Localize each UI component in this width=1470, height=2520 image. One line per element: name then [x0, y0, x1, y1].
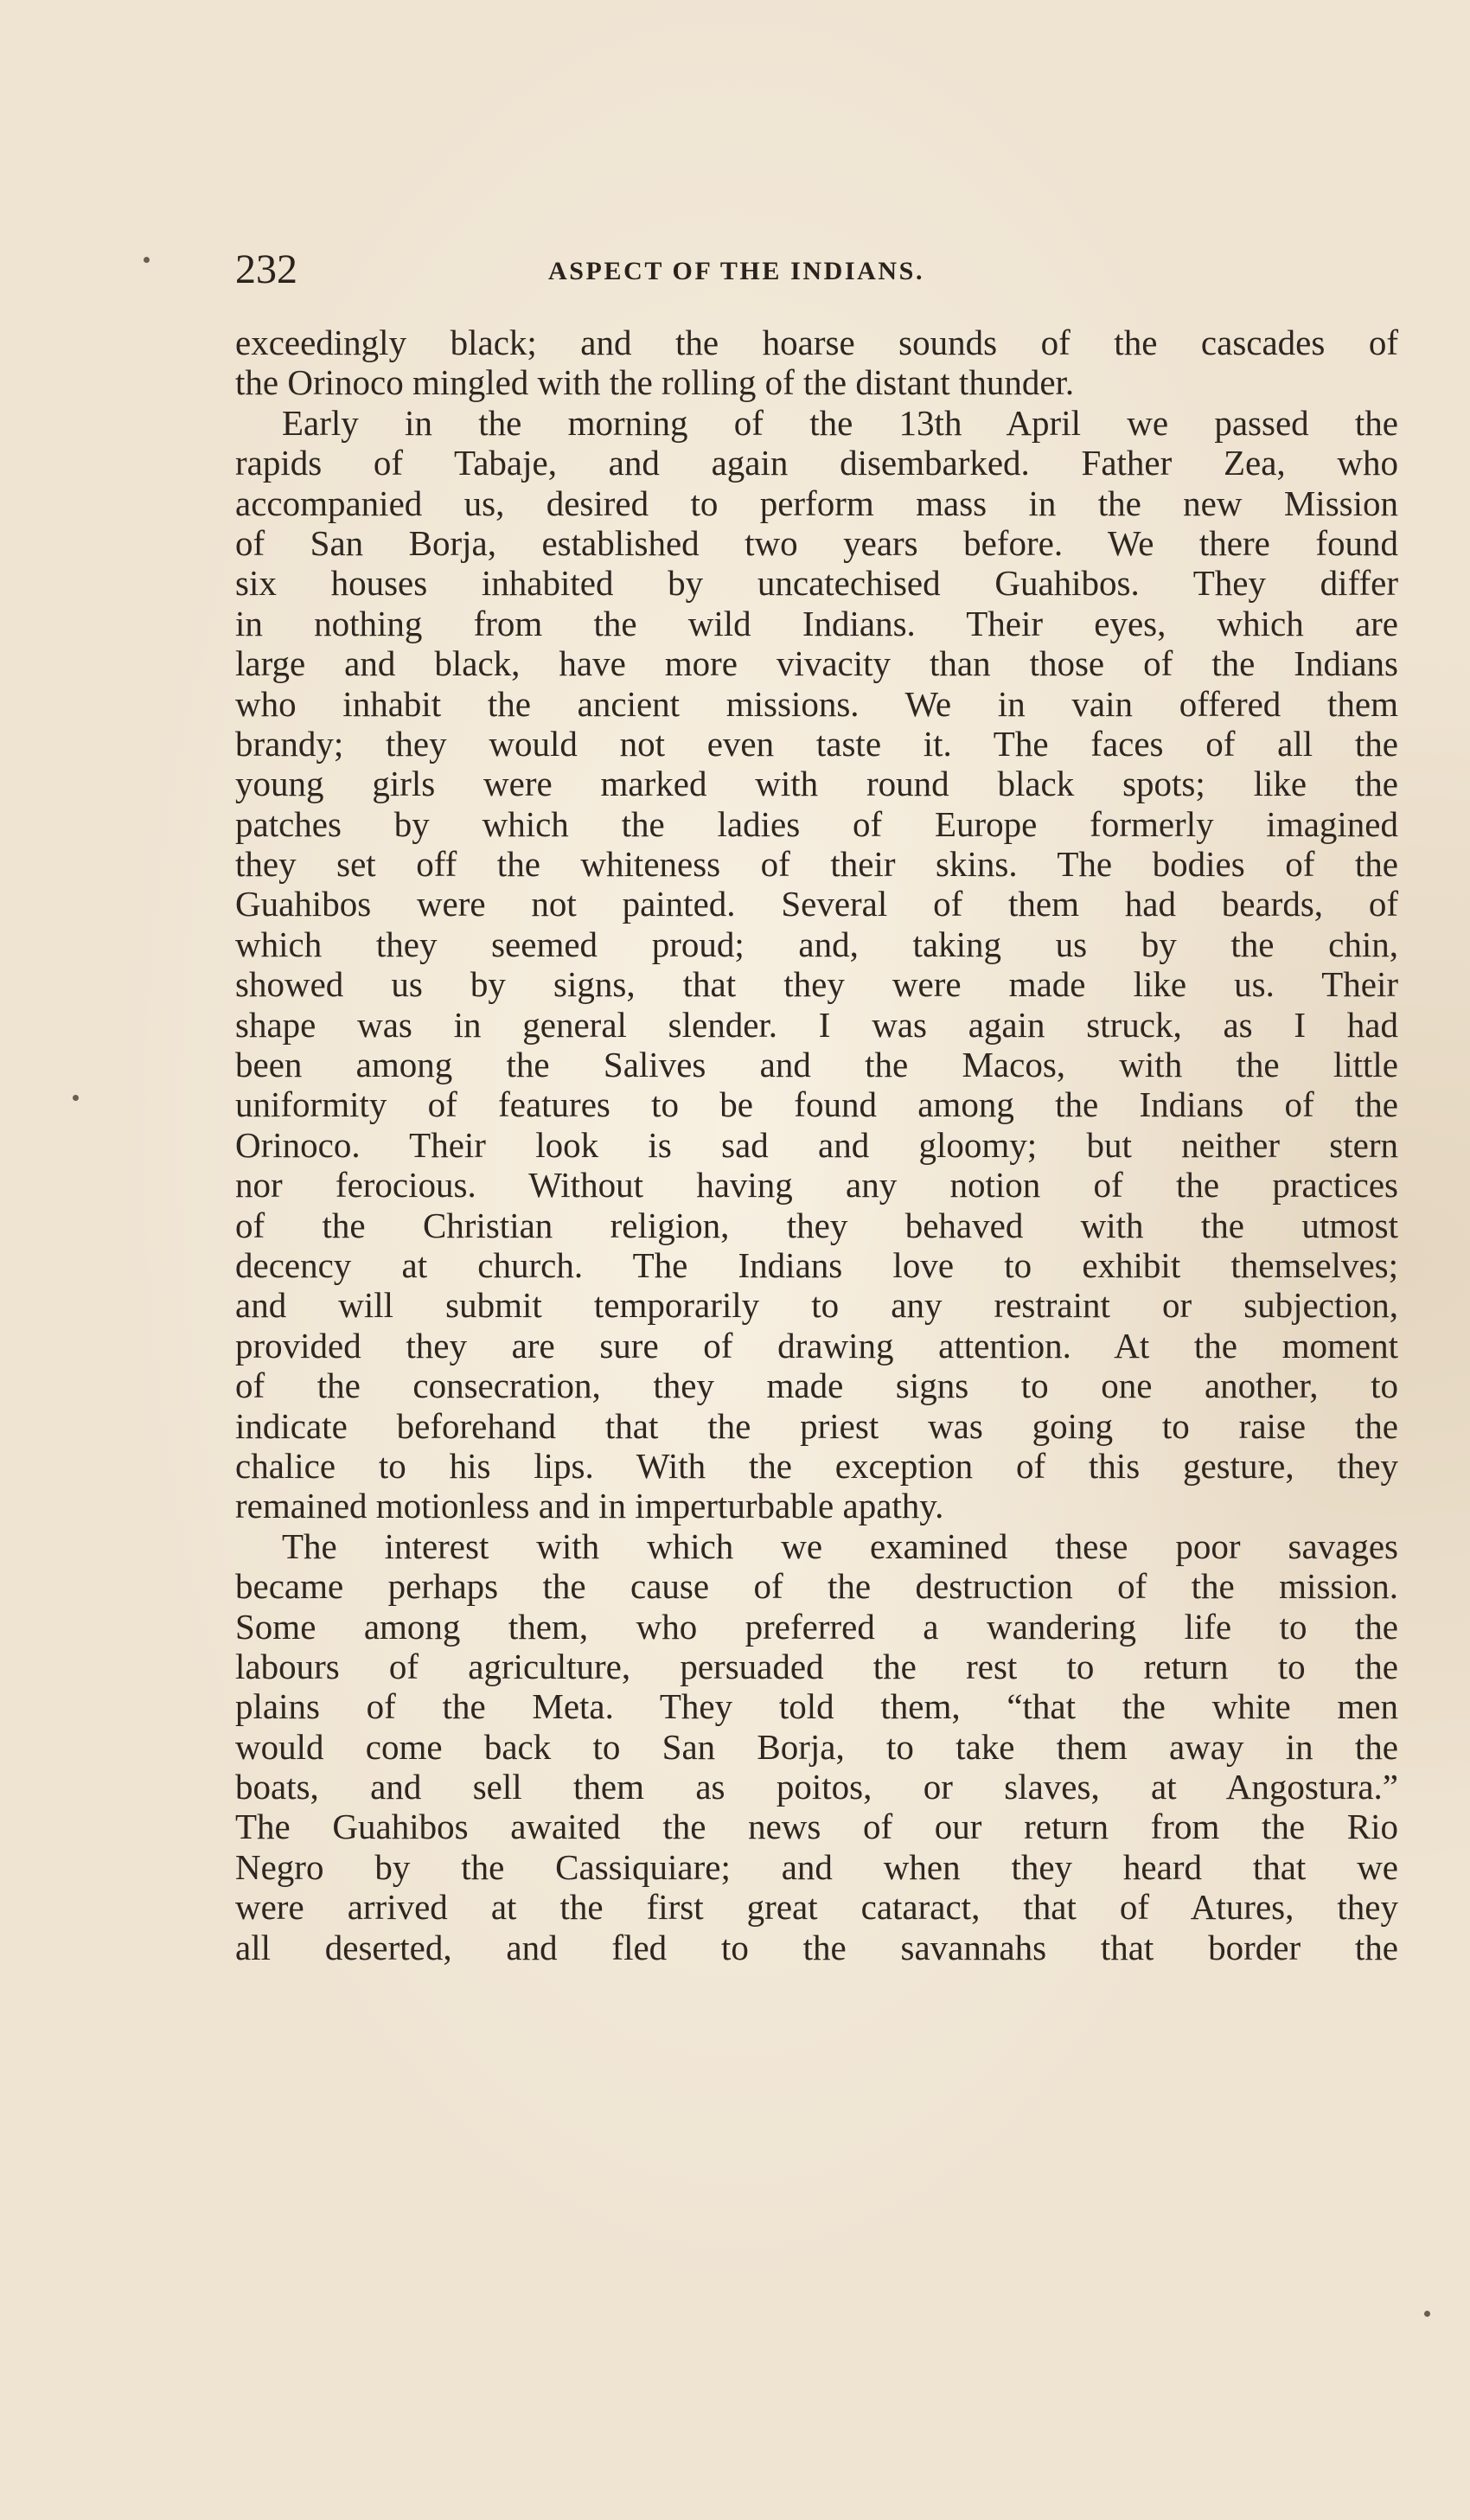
text-line: in nothing from the wild Indians. Their eyes, which are — [235, 603, 1398, 643]
text-line: labours of agriculture, persuaded the rest to return to the — [235, 1646, 1398, 1686]
text-line: of San Borja, established two years before. We there found — [235, 522, 1398, 563]
text-line: plains of the Meta. They told them, “that the white men — [235, 1686, 1398, 1727]
text-line: chalice to his lips. With the exception of this gesture, they — [235, 1445, 1398, 1486]
text-line: which they seemed proud; and, taking us by the chin, — [235, 924, 1398, 964]
body-text — [235, 323, 1398, 1967]
text-line: they set off the whiteness of their skins. The bodies of the — [235, 844, 1398, 885]
speck — [144, 257, 150, 263]
text-line: boats, and sell them as poitos, or slaves, at Angostura.” — [235, 1767, 1398, 1807]
text-line: were arrived at the first great cataract, that of Atures, they — [235, 1887, 1398, 1928]
speck — [1424, 2311, 1430, 2317]
text-line: of the Christian religion, they behaved with the utmost — [235, 1205, 1398, 1245]
text-line: nor ferocious. Without having any notion of the practices — [235, 1165, 1398, 1206]
text-line: decency at church. The Indians love to exhibit themselves; — [235, 1244, 1398, 1285]
text-line: remained motionless and in imperturbable apathy. — [235, 1486, 944, 1526]
text-line: Negro by the Cassiquiare; and when they heard that we — [235, 1846, 1398, 1887]
text-line: patches by which the ladies of Europe formerly imagined — [235, 803, 1398, 844]
text-line: brandy; they would not even taste it. The faces of all the — [235, 723, 1398, 764]
text-line: of the consecration, they made signs to one another, to — [235, 1366, 1398, 1406]
text-line: who inhabit the ancient missions. We in vain offered them — [235, 683, 1398, 724]
text-line: the Orinoco mingled with the rolling of the distant thunder. — [235, 362, 1075, 403]
text-line: Guahibos were not painted. Several of them had beards, of — [235, 884, 1398, 924]
text-line: Orinoco. Their look is sad and gloomy; but neither stern — [235, 1124, 1398, 1165]
page-number: 232 — [235, 246, 297, 292]
text-line: Some among them, who preferred a wandering life to the — [235, 1606, 1398, 1647]
text-line: rapids of Tabaje, and again disembarked. Father Zea, who — [235, 443, 1398, 483]
text-line: The interest with which we examined these poor savages — [282, 1525, 1398, 1566]
text-line: large and black, have more vivacity than those of the Indians — [235, 643, 1398, 684]
text-line: would come back to San Borja, to take them away in the — [235, 1726, 1398, 1767]
running-title: ASPECT OF THE INDIANS. — [548, 257, 925, 285]
text-line: shape was in general slender. I was again struck, as I had — [235, 1004, 1398, 1045]
text-line: showed us by signs, that they were made like us. Their — [235, 964, 1398, 1005]
text-line: became perhaps the cause of the destruction of the mission. — [235, 1566, 1398, 1607]
running-head — [235, 244, 1398, 296]
text-line: and will submit temporarily to any restraint or subjection, — [235, 1285, 1398, 1326]
text-line: accompanied us, desired to perform mass in the new Mission — [235, 483, 1398, 523]
text-line: provided they are sure of drawing attention. At the moment — [235, 1325, 1398, 1366]
text-line: uniformity of features to be found among the Indians of the — [235, 1084, 1398, 1125]
speck — [73, 1095, 79, 1101]
text-line: Early in the morning of the 13th April we passed the — [282, 402, 1398, 443]
text-line: exceedingly black; and the hoarse sounds of the cascades of — [235, 323, 1398, 362]
text-line: indicate beforehand that the priest was going to raise the — [235, 1405, 1398, 1446]
text-line: been among the Salives and the Macos, with the little — [235, 1045, 1398, 1085]
text-line: young girls were marked with round black spots; like the — [235, 764, 1398, 804]
text-line: six houses inhabited by uncatechised Guahibos. They differ — [235, 563, 1398, 604]
text-line: all deserted, and fled to the savannahs that border the — [235, 1927, 1398, 1967]
text-line: The Guahibos awaited the news of our return from the Rio — [235, 1807, 1398, 1847]
